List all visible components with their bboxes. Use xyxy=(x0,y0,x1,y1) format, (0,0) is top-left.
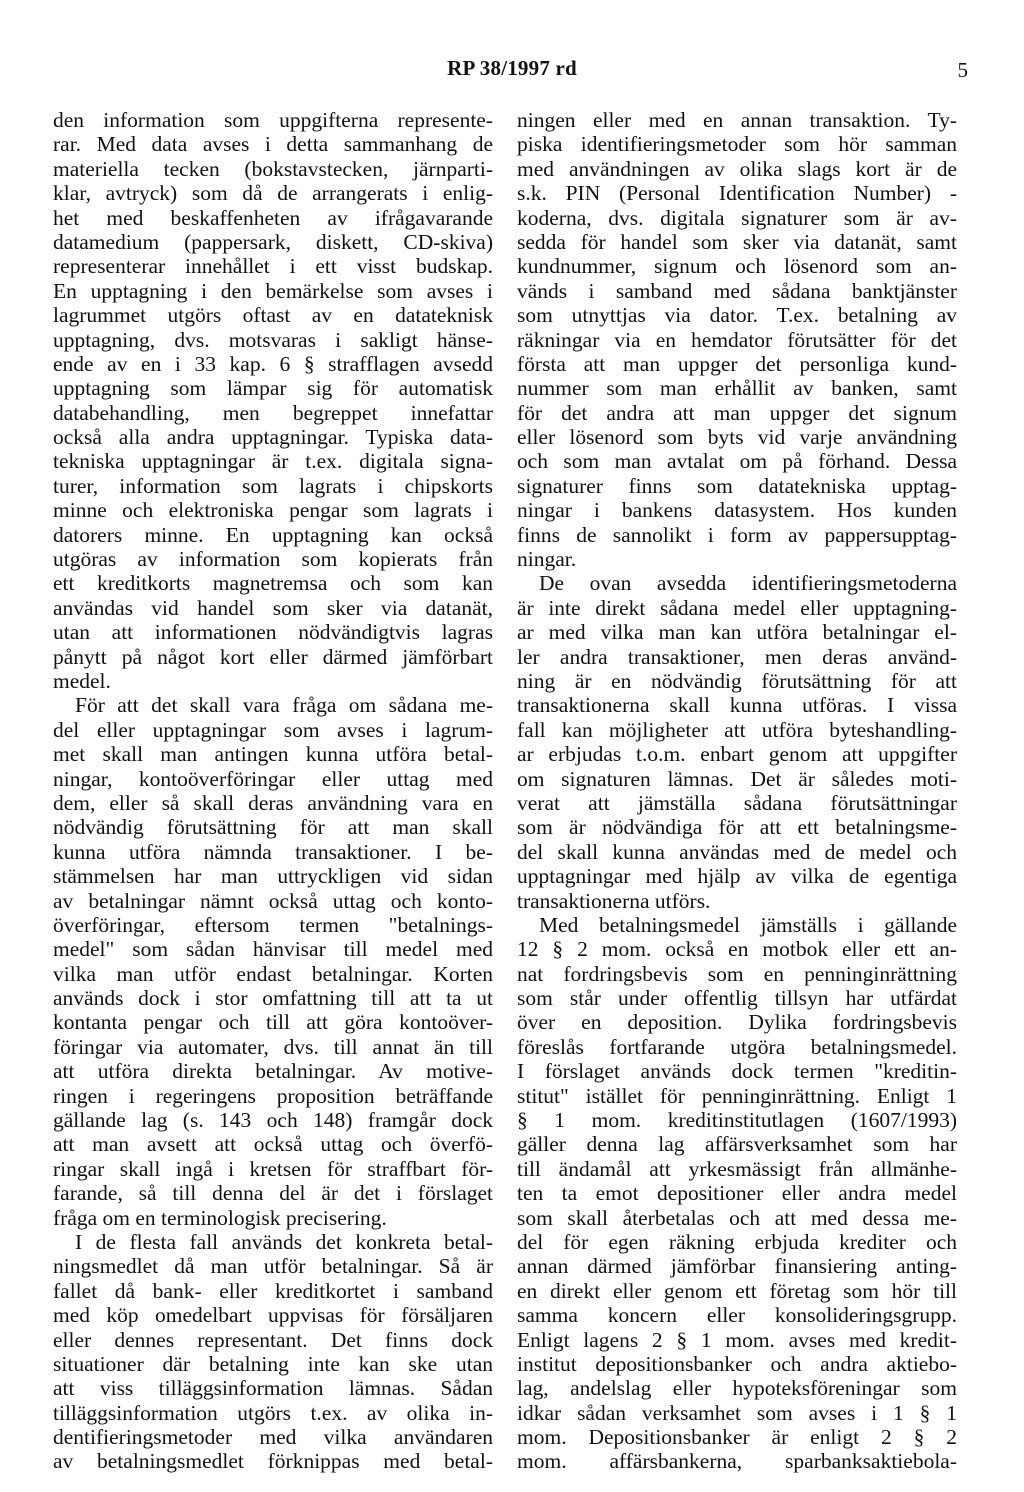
text-line: att viss tilläggsinformation lämnas. Sådan xyxy=(53,1376,493,1401)
text-line: också alla andra upptagningar. Typiska data- xyxy=(53,425,493,450)
text-line: lagrummet utgörs oftast av en datateknisk xyxy=(53,303,493,328)
left-column xyxy=(53,108,493,1474)
text-line: transaktionerna utförs. xyxy=(517,888,711,913)
text-line: sedda för handel som sker via datanät, samt xyxy=(517,229,957,254)
text-line: het med beskaffenheten av ifrågavarande xyxy=(53,205,493,230)
text-line: om signaturen lämnas. Det är således moti- xyxy=(517,766,957,791)
text-line: medel. xyxy=(53,668,111,693)
text-line: vänds i samband med sådana banktjänster xyxy=(517,278,957,303)
text-line: att utföra direkta betalningar. Av motive- xyxy=(53,1059,493,1084)
text-line: § 1 mom. kreditinstitutlagen (1607/1993) xyxy=(517,1108,957,1133)
text-line: 12 § 2 mom. också en motbok eller ett an- xyxy=(517,937,957,962)
text-line: minne och elektroniska pengar som lagrats i xyxy=(53,498,493,523)
text-line: stämmelsen har man uttryckligen vid sidan xyxy=(53,864,493,889)
text-line: s.k. PIN (Personal Identification Number) - xyxy=(517,181,957,206)
text-line: dentifieringsmetoder med vilka användaren xyxy=(53,1425,493,1450)
text-line: lag, andelslag eller hypoteksföreningar som xyxy=(517,1376,957,1401)
text-line: verat att jämställa sådana förutsättningar xyxy=(517,790,957,815)
text-line: databehandling, men begreppet innefattar xyxy=(53,400,493,425)
text-line: utan att informationen nödvändigtvis lagras xyxy=(53,620,493,645)
right-column xyxy=(517,108,957,1474)
text-line: transaktionerna skall kunna utföras. I vissa xyxy=(517,693,957,718)
text-line: ende av en i 33 kap. 6 § strafflagen avsedd xyxy=(53,351,493,376)
text-line: fallet då bank- eller kreditkortet i samband xyxy=(53,1278,493,1303)
text-line: representerar innehållet i ett visst budskap. xyxy=(53,254,493,279)
text-line: materiella tecken (bokstavstecken, järnparti- xyxy=(53,156,493,181)
text-line: ningar, kontoöverföringar eller uttag med xyxy=(53,766,493,791)
text-line: ningsmedlet då man utför betalningar. Så är xyxy=(53,1254,493,1279)
text-line: en direkt eller genom ett företag som hör till xyxy=(517,1278,957,1303)
text-line: ningar. xyxy=(517,547,577,572)
text-line: För att det skall vara fråga om sådana me- xyxy=(75,693,493,718)
text-line: datamedium (pappersark, diskett, CD-skiva) xyxy=(53,229,493,254)
text-line: är inte direkt sådana medel eller upptagning- xyxy=(517,595,957,620)
text-line: med användningen av olika slags kort är de xyxy=(517,156,957,181)
text-line: Enligt lagens 2 § 1 mom. avses med kredit- xyxy=(517,1327,957,1352)
text-line: finns de sannolikt i form av pappersupptag- xyxy=(517,522,957,547)
text-line: De ovan avsedda identifieringsmetoderna xyxy=(539,571,957,596)
text-line: tilläggsinformation utgörs t.ex. av olika in- xyxy=(53,1400,493,1425)
text-line: eller dennes representant. Det finns dock xyxy=(53,1327,493,1352)
text-line: räkningar via en hemdator förutsätter för det xyxy=(517,327,957,352)
text-line: fall kan möjligheter att utföra byteshandling- xyxy=(517,717,957,742)
text-line: ten ta emot depositioner eller andra medel xyxy=(517,1181,957,1206)
text-line: pånytt på något kort eller därmed jämförbart xyxy=(53,644,493,669)
text-line: del skall kunna användas med de medel och xyxy=(517,839,957,864)
text-line: som är nödvändiga för att ett betalningsme- xyxy=(517,815,957,840)
text-line: ar med vilka man kan utföra betalningar el- xyxy=(517,620,957,645)
text-line: av betalningar nämnt också uttag och konto- xyxy=(53,888,493,913)
text-line: Med betalningsmedel jämställs i gällande xyxy=(539,912,957,937)
text-line: ler andra transaktioner, men deras använd- xyxy=(517,644,957,669)
text-line: första att man uppger det personliga kund- xyxy=(517,351,957,376)
text-line: tekniska upptagningar är t.ex. digitala signa- xyxy=(53,449,493,474)
text-line: av betalningsmedlet förknippas med betal- xyxy=(53,1449,493,1474)
text-line: som står under offentlig tillsyn har utfärdat xyxy=(517,986,957,1011)
text-line: stitut" istället för penninginrättning. Enligt 1 xyxy=(517,1083,957,1108)
text-line: farande, så till denna del är det i förslaget xyxy=(53,1181,493,1206)
text-line: samma koncern eller konsolideringsgrupp. xyxy=(517,1303,957,1328)
text-line: institut depositionsbanker och andra aktiebo- xyxy=(517,1351,957,1376)
text-line: annan därmed jämförbar finansiering anting- xyxy=(517,1254,957,1279)
text-line: att man avsett att också uttag och överfö- xyxy=(53,1132,493,1157)
text-line: upptagning, dvs. motsvaras i sakligt hänse- xyxy=(53,327,493,352)
text-line: eller lösenord som byts vid varje användning xyxy=(517,425,957,450)
text-line: mom. Depositionsbanker är enligt 2 § 2 xyxy=(517,1425,957,1450)
text-line: rar. Med data avses i detta sammanhang de xyxy=(53,132,493,157)
text-line: koderna, dvs. digitala signaturer som är av- xyxy=(517,205,957,230)
text-line: medel" som sådan hänvisar till medel med xyxy=(53,937,493,962)
text-line: datorers minne. En upptagning kan också xyxy=(53,522,493,547)
text-line: överföringar, eftersom termen "betalnings- xyxy=(53,912,493,937)
text-line: utgöras av information som kopierats från xyxy=(53,547,493,572)
text-line: upptagning som lämpar sig för automatisk xyxy=(53,376,493,401)
text-line: En upptagning i den bemärkelse som avses i xyxy=(53,278,493,303)
text-line: föreslås fortfarande utgöra betalningsmedel. xyxy=(517,1034,957,1059)
text-line: föringar via automater, dvs. till annat än till xyxy=(53,1034,493,1059)
text-line: kontanta pengar och till att göra kontoöver- xyxy=(53,1010,493,1035)
text-line: används dock i stor omfattning till att ta ut xyxy=(53,986,493,1011)
text-line: med köp omedelbart uppvisas för försäljaren xyxy=(53,1303,493,1328)
text-line: turer, information som lagrats i chipskorts xyxy=(53,473,493,498)
text-line: ningen eller med en annan transaktion. Ty- xyxy=(517,108,957,132)
text-line: vilka man utför endast betalningar. Korten xyxy=(53,961,493,986)
text-line: signaturer finns som datatekniska upptag- xyxy=(517,473,957,498)
page-number: 5 xyxy=(957,58,968,82)
text-line: dem, eller så skall deras användning vara en xyxy=(53,790,493,815)
text-line: för det andra att man uppger det signum xyxy=(517,400,957,425)
page-header xyxy=(0,56,1024,86)
text-line: piska identifieringsmetoder som hör samman xyxy=(517,132,957,157)
text-line: klar, avtryck) som då de arrangerats i enlig- xyxy=(53,181,493,206)
text-line: ett kreditkorts magnetremsa och som kan xyxy=(53,571,493,596)
text-line: I de flesta fall används det konkreta betal- xyxy=(75,1229,493,1254)
text-line: den information som uppgifterna represente- xyxy=(53,108,493,132)
text-line: till ändamål att yrkesmässigt från allmänhe- xyxy=(517,1156,957,1181)
text-line: idkar sådan verksamhet som avses i 1 § 1 xyxy=(517,1400,957,1425)
text-line: som utnyttjas via dator. T.ex. betalning av xyxy=(517,303,957,328)
text-line: gällande lag (s. 143 och 148) framgår dock xyxy=(53,1108,493,1133)
text-line: nummer som man erhållit av banken, samt xyxy=(517,376,957,401)
text-line: som skall återbetalas och att med dessa me- xyxy=(517,1205,957,1230)
text-line: fråga om en terminologisk precisering. xyxy=(53,1205,387,1230)
text-line: nat fordringsbevis som en penninginrättning xyxy=(517,961,957,986)
text-line: kundnummer, signum och lösenord som an- xyxy=(517,254,957,279)
text-line: upptagningar med hjälp av vilka de egentiga xyxy=(517,864,957,889)
text-line: gäller denna lag affärsverksamhet som har xyxy=(517,1132,957,1157)
running-title: RP 38/1997 rd xyxy=(447,56,577,80)
text-line: I förslaget används dock termen "kreditin- xyxy=(517,1059,957,1084)
text-line: och som man avtalat om på förhand. Dessa xyxy=(517,449,957,474)
text-line: situationer där betalning inte kan ske utan xyxy=(53,1351,493,1376)
text-line: användas vid handel som sker via datanät, xyxy=(53,595,493,620)
text-line: met skall man antingen kunna utföra betal- xyxy=(53,742,493,767)
text-line: kunna utföra nämnda transaktioner. I be- xyxy=(53,839,493,864)
text-line: nödvändig förutsättning för att man skall xyxy=(53,815,493,840)
text-line: ningar i bankens datasystem. Hos kunden xyxy=(517,498,957,523)
text-line: över en deposition. Dylika fordringsbevis xyxy=(517,1010,957,1035)
text-line: ringar skall ingå i kretsen för straffbart för- xyxy=(53,1156,493,1181)
text-line: del eller upptagningar som avses i lagrum- xyxy=(53,717,493,742)
text-line: mom. affärsbankerna, sparbanksaktiebola- xyxy=(517,1449,957,1474)
text-line: ringen i regeringens proposition beträffande xyxy=(53,1083,493,1108)
text-line: ar erbjudas t.o.m. enbart genom att uppgifter xyxy=(517,742,957,767)
text-line: del för egen räkning erbjuda krediter och xyxy=(517,1229,957,1254)
text-line: ning är en nödvändig förutsättning för att xyxy=(517,668,957,693)
